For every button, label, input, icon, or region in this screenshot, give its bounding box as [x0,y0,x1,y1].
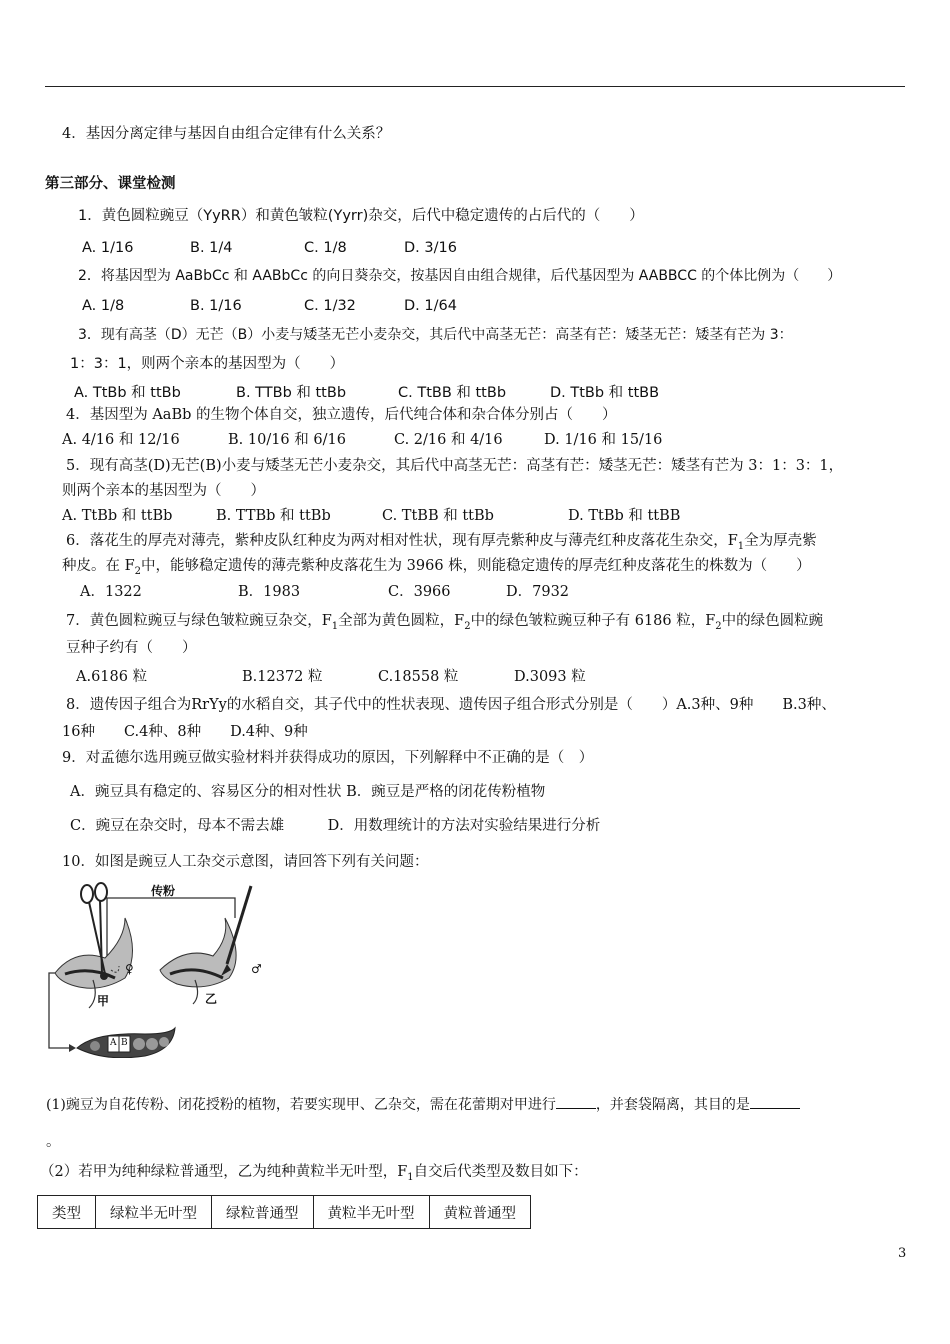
table-row [38,1196,531,1229]
problem-9-stem: 9．对孟德尔选用豌豆做实验材料并获得成功的原因，下列解释中不正确的是（ ） [62,750,594,766]
problem-4-options [62,430,662,450]
problem-5-options [62,506,680,526]
problem-6-options [80,582,569,602]
option-a: A. TtBb 和 ttBb [74,385,181,401]
problem-5-stem-line2: 则两个亲本的基因型为（ ） [62,483,265,499]
figure-label-pollination: 传粉 [151,884,176,898]
problem-7-stem-line1: 7．黄色圆粒豌豆与绿色皱粒豌豆杂交，$F_1$全部为黄色圆粒，$F_2$中的绿色皱粒豌豆种子有 6186 粒，$F_2$中的绿色圆粒豌 [66,613,824,632]
option-b: B.12372 粒 [242,669,323,685]
problem-6-stem-line2: 种皮。在 $F_2$中，能够稳定遗传的薄壳紫种皮落花生为 3966 株，则能稳定遗传的厚壳红种皮落花生的株数为（ ） [62,558,811,577]
problem-9-options-cd: C．豌豆在杂交时，母本不需去雄 D．用数理统计的方法对实验结果进行分析 [70,818,601,834]
problem-8-stem-line1: 8．遗传因子组合为RrYy的水稻自交，其子代中的性状表现、遗传因子组合形式分别是（ ）A.3种、9种 B.3种、 [66,697,836,713]
option-a: A．1322 [80,584,142,600]
section-title: 第三部分、课堂检测 [45,175,176,192]
table-cell: 类型 [38,1196,96,1229]
problem-3-stem-line2: 1：3：1，则两个亲本的基因型为（ ） [70,356,345,372]
seed-label-a: A [110,1038,117,1048]
header-rule [45,86,905,87]
problem-3-stem-line1: 3．现有高茎（D）无芒（B）小麦与矮茎无芒小麦杂交，其后代中高茎无芒：高茎有芒：矮茎无芒：矮茎有芒为 3： [78,327,793,343]
problem-7-options [76,667,586,687]
pea-hybridization-figure [45,878,275,1058]
figure-label-jia: 甲 [97,994,110,1008]
problem-2-stem: 2．将基因型为 AaBbCc 和 AABbCc 的向日葵杂交，按基因自由组合规律，后代基因型为 AABBCC 的个体比例为（ ） [78,268,842,284]
problem-9-options-ab: A．豌豆具有稳定的、容易区分的相对性状 B．豌豆是严格的闭花传粉植物 [70,784,546,800]
option-a: A.6186 粒 [76,669,148,685]
option-b: B. TTBb 和 ttBb [236,385,347,401]
option-d: D. 1/16 和 15/16 [544,432,663,448]
problem-6-stem-line1: 6．落花生的厚壳对薄壳，紫种皮队红种皮为两对相对性状，现有厚壳紫种皮与薄壳红种皮落花生杂交，$F_1$全为厚壳紫 [66,533,817,552]
answer-blank-2[interactable] [750,1094,800,1109]
table-cell: 黄粒普通型 [429,1196,531,1229]
problem-5-stem-line1: 5．现有高茎(D)无芒(B)小麦与矮茎无芒小麦杂交，其后代中高茎无芒：高茎有芒：矮茎无芒：矮茎有芒为 3：1：3：1， [66,458,844,474]
option-a: A. 1/16 [82,240,134,256]
figure-drawing [45,878,275,1058]
question-4: 4．基因分离定律与基因自由组合定律有什么关系？ [62,126,391,142]
option-c: C. 1/32 [304,298,356,314]
option-c: C. TtBB 和 ttBb [382,508,494,524]
problem-3-options [74,383,659,403]
option-a: A. TtBb 和 ttBb [62,508,173,524]
table-cell: 绿粒普通型 [212,1196,314,1229]
page-number: 3 [898,1246,907,1261]
sub-question-1: (1)豌豆为自花传粉、闭花授粉的植物，若要实现甲、乙杂交，需在花蕾期对甲进行 ，并套袋隔离，其目的是 [46,1094,800,1115]
option-a: A. 1/8 [82,298,125,314]
option-b: B. 10/16 和 6/16 [228,432,346,448]
option-c: C．3966 [388,584,451,600]
table-cell: 黄粒半无叶型 [313,1196,429,1229]
table-cell: 绿粒半无叶型 [96,1196,212,1229]
problem-4-stem: 4．基因型为 AaBb 的生物个体自交，独立遗传，后代纯合体和杂合体分别占（ ） [66,407,617,423]
option-d: D. 1/64 [404,298,457,314]
problem-10-stem: 10．如图是豌豆人工杂交示意图，请回答下列有关问题： [62,854,429,870]
problem-2-options [82,296,457,316]
option-c: C. 1/8 [304,240,347,256]
seed-label-b: B [121,1038,128,1048]
option-d: D．7932 [506,584,570,600]
flower-jia-drawing [55,918,133,1008]
figure-label-yi: 乙 [205,992,218,1006]
flower-yi-drawing [160,918,236,1004]
option-d: D. TtBb 和 ttBB [550,385,660,401]
option-c: C.18558 粒 [378,669,459,685]
problem-1-options [82,238,457,258]
option-d: D. TtBb 和 ttBB [568,508,681,524]
answer-blank-1[interactable] [556,1094,596,1109]
option-c: C. TtBB 和 ttBb [398,385,507,401]
option-d: D.3093 粒 [514,669,586,685]
option-d: D. 3/16 [404,240,457,256]
sub-question-1-end: 。 [46,1134,61,1150]
problem-1-stem: 1．黄色圆粒豌豆（YyRR）和黄色皱粒(Yyrr)杂交，后代中稳定遗传的占后代的（ ） [78,208,644,224]
option-c: C. 2/16 和 4/16 [394,432,503,448]
problem-7-stem-line2: 豆种子约有（ ） [66,640,197,656]
male-symbol: ♂ [251,962,262,976]
option-b: B. TTBb 和 ttBb [216,508,331,524]
option-b: B. 1/16 [190,298,242,314]
result-arrow [49,973,69,1048]
female-symbol: ♀ [125,962,134,976]
problem-8-stem-line2: 16种 C.4种、8种 D.4种、9种 [62,724,308,740]
offspring-type-table [37,1195,531,1229]
option-b: B. 1/4 [190,240,233,256]
sub-question-2: （2）若甲为纯种绿粒普通型，乙为纯种黄粒半无叶型，$F_1$自交后代类型及数目如下： [40,1164,588,1183]
option-a: A. 4/16 和 12/16 [62,432,180,448]
option-b: B．1983 [238,584,301,600]
